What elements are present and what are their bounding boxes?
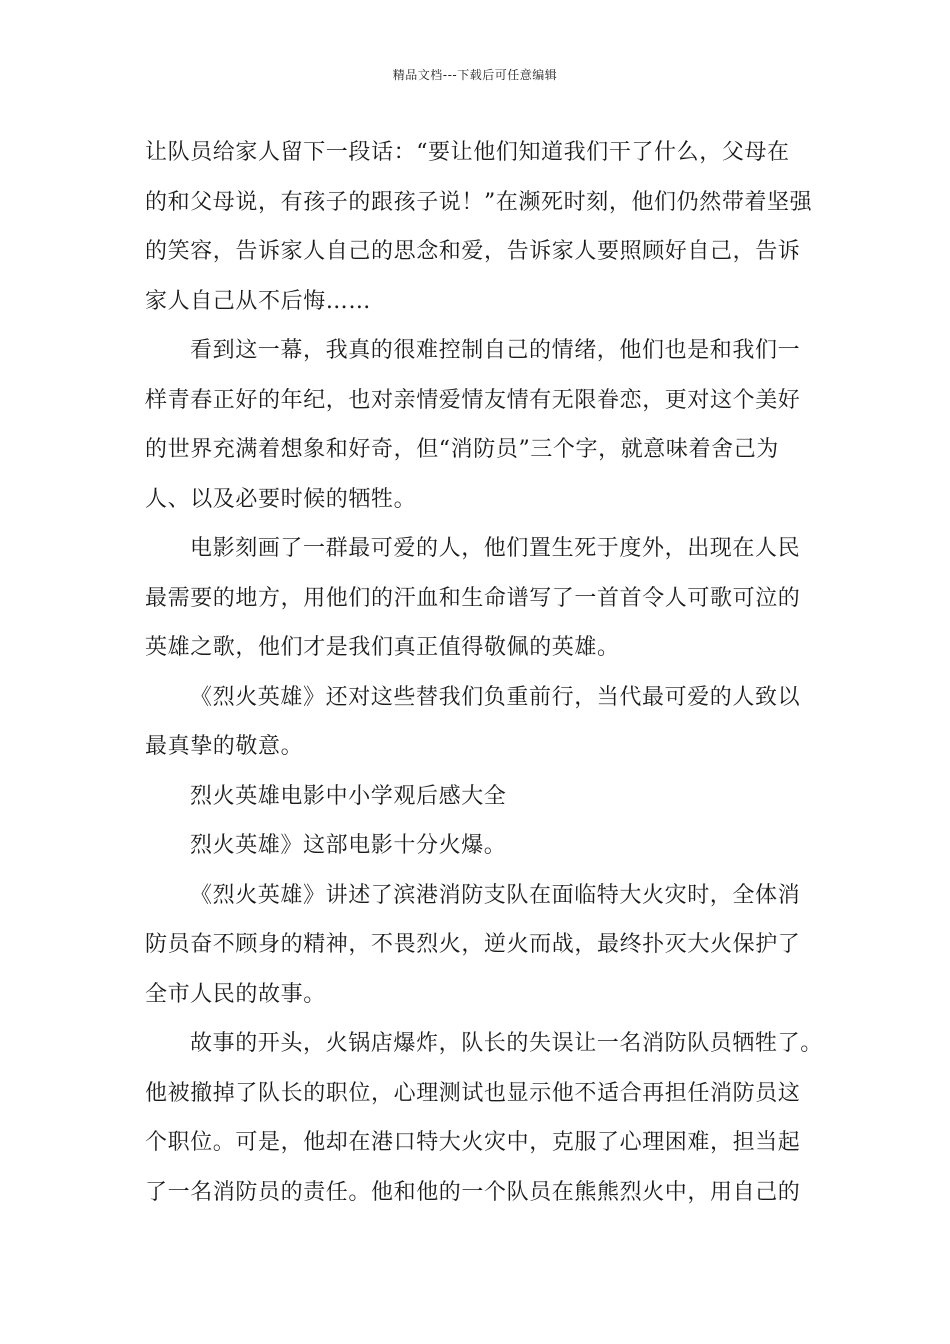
text-line: 了一名消防员的责任。他和他的一个队员在熊熊烈火中，用自己的 (145, 1179, 801, 1205)
paragraph-3 (145, 524, 845, 673)
text-line: 英雄之歌，他们才是我们真正值得敬佩的英雄。 (145, 635, 620, 660)
document-body (145, 128, 845, 1217)
text-line: 最需要的地方，用他们的汗血和生命谱写了一首首令人可歌可泣的 (145, 585, 801, 611)
paragraph-7 (145, 1019, 845, 1217)
paragraph-1 (145, 128, 845, 326)
text-line: 的世界充满着想象和好奇，但“消防员”三个字，就意味着舍己为 (145, 437, 779, 462)
section-title (145, 772, 845, 822)
text-line: 样青春正好的年纪，也对亲情爱情友情有无限眷恋，更对这个美好 (145, 387, 801, 413)
text-line: 看到这一幕，我真的很难控制自己的情绪，他们也是和我们一 (190, 338, 801, 363)
text-line: 《烈火英雄》还对这些替我们负重前行，当代最可爱的人致以 (190, 684, 801, 710)
text-line: 家人自己从不后悔…… (145, 288, 372, 314)
text-line: 个职位。可是，他却在港口特大火灾中，克服了心理困难，担当起 (145, 1130, 801, 1155)
text-line: 让队员给家人留下一段话：“要让他们知道我们干了什么，父母在 (145, 140, 790, 165)
text-line: 的和父母说，有孩子的跟孩子说！”在濒死时刻，他们仍然带着坚强 (145, 189, 813, 215)
paragraph-6 (145, 871, 845, 1020)
paragraph-5 (145, 821, 845, 871)
text-line: 他被撤掉了队长的职位，心理测试也显示他不适合再担任消防员这 (145, 1080, 801, 1106)
text-line: 的笑容，告诉家人自己的思念和爱，告诉家人要照顾好自己，告诉 (145, 239, 801, 264)
paragraph-2 (145, 326, 845, 524)
text-line: 电影刻画了一群最可爱的人，他们置生死于度外，出现在人民 (190, 536, 801, 561)
text-line: 《烈火英雄》讲述了滨港消防支队在面临特大火灾时，全体消 (190, 882, 801, 908)
text-line: 最真挚的敬意。 (145, 734, 304, 759)
page-header: 精品文档---下载后可任意编辑 (392, 68, 558, 82)
text-line: 人、以及必要时候的牺牲。 (145, 486, 417, 512)
text-line: 全市人民的故事。 (145, 981, 326, 1007)
text-line: 烈火英雄电影中小学观后感大全 (190, 783, 507, 809)
text-line: 防员奋不顾身的精神，不畏烈火，逆火而战，最终扑灭大火保护了 (145, 932, 801, 957)
paragraph-4 (145, 673, 845, 772)
text-line: 烈火英雄》这部电影十分火爆。 (190, 833, 507, 858)
text-line: 故事的开头，火锅店爆炸，队长的失误让一名消防队员牺牲了。 (190, 1031, 823, 1056)
